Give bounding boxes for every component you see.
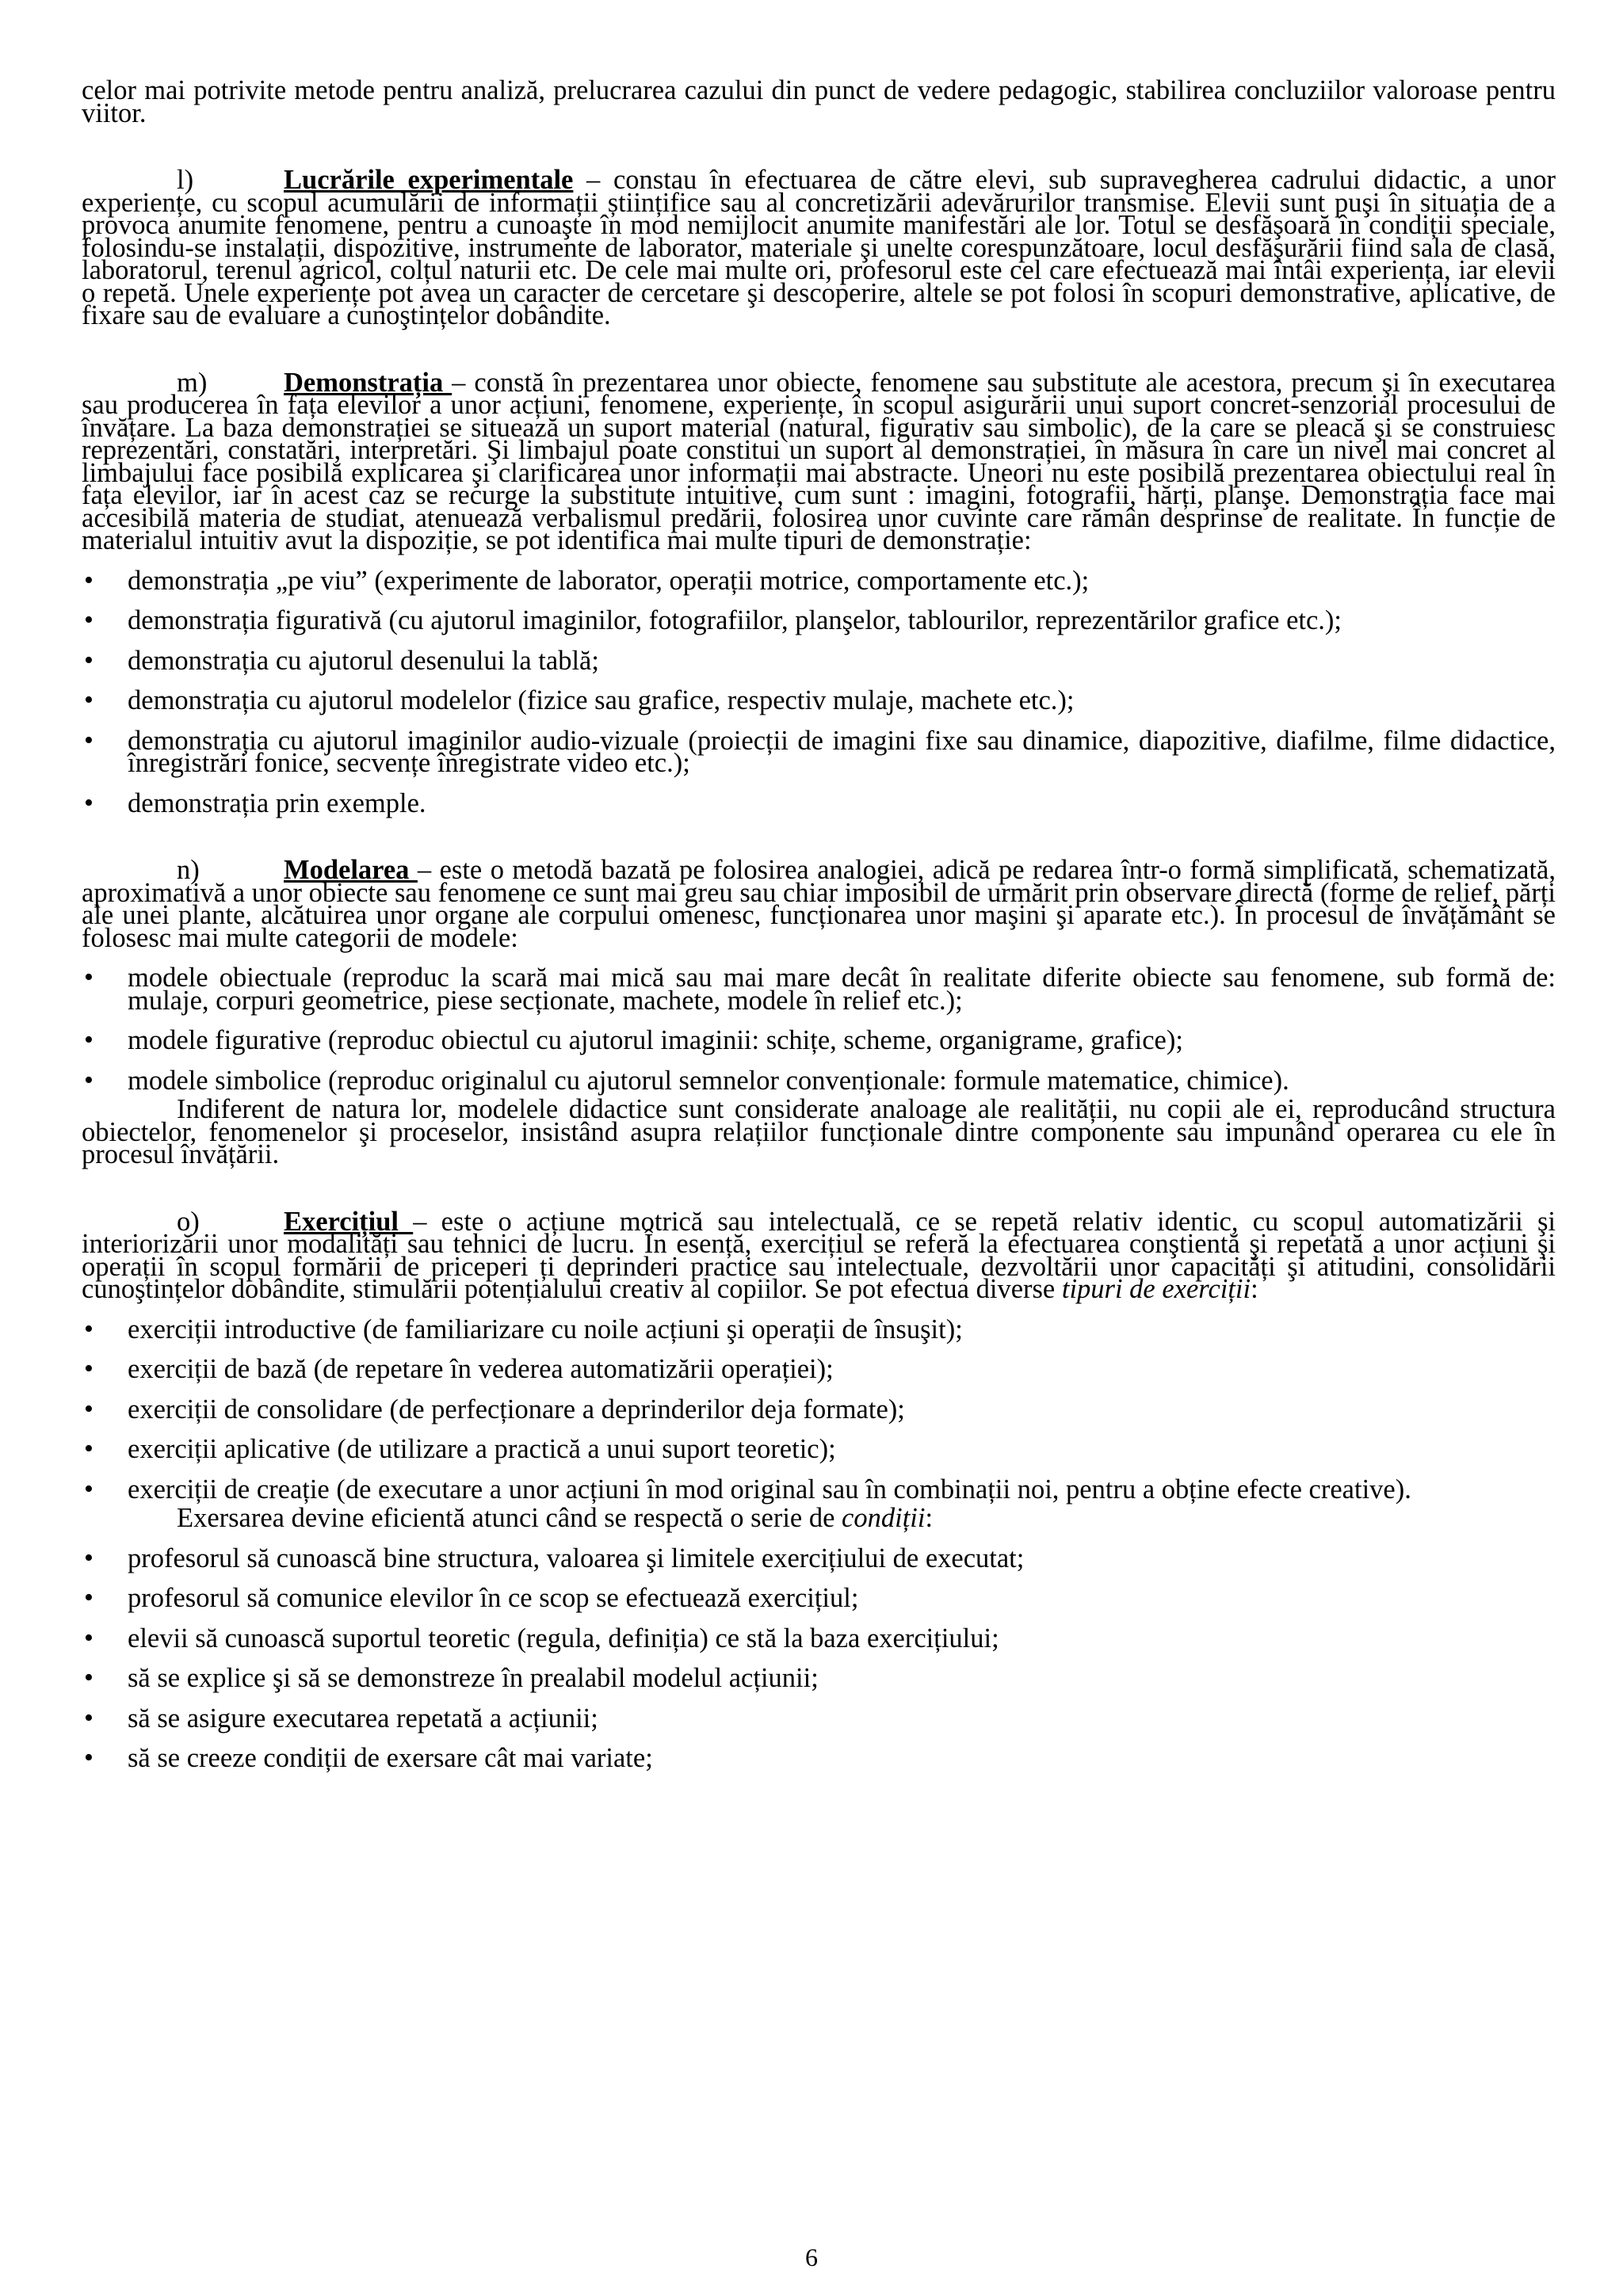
list-item: • demonstrația figurativă (cu ajutorul imaginilor, fotografiilor, planşelor, tablourilor, reprezentărilor grafice etc.); <box>82 609 1556 632</box>
section-demonstratia <box>82 367 1556 555</box>
list-item: • să se asigure executarea repetată a acțiunii; <box>82 1707 1556 1730</box>
section-text-italic: tipuri de exerciții <box>1061 1274 1251 1304</box>
exercise-conditions-list <box>82 1543 1556 1773</box>
document-page <box>82 75 1556 1773</box>
section-letter: m) <box>177 367 208 398</box>
section-modelarea <box>82 855 1556 953</box>
page-number: 6 <box>805 2243 818 2271</box>
list-item: • profesorul să cunoască bine structura, valoarea şi limitele exercițiului de executat; <box>82 1547 1556 1570</box>
list-item: • demonstrația prin exemple. <box>82 792 1556 815</box>
section-text: – constă în prezentarea unor obiecte, fenomene sau substitute ale acestora, precum şi în executarea sau producerea în fața elevilor a unor acțiuni, fenomene, experiențe, în scopul asigurării unui suport concret-senzorial procesului de învățare. La baza demonstrației se situează un suport material (natural, figurativ sau simbolic), de la care se pleacă şi se construiesc reprezentări, constatări, interpretări. Şi limbajul poate constitui un suport al demonstrației, în măsura în care un nivel mai concret al limbajului face posibilă explicarea şi clarificarea unor informații mai abstracte. Uneori nu este posibilă prezentarea obiectului real în fața elevilor, iar în acest caz se recurge la substitute intuitive, cum sunt : imagini, fotografii, hărți, planşe. Demonstrația face mai accesibilă materia de studiat, atenuează verbalismul predării, folosirea unor cuvinte care rămân desprinse de realitate. În funcție de materialul intuitiv avut la dispoziție, se pot identifica mai multe tipuri de demonstrație: <box>82 367 1556 555</box>
conditions-text: Exersarea devine eficientă atunci când se respectă o serie de <box>177 1503 842 1533</box>
section-letter: n) <box>177 855 200 885</box>
model-types-list <box>82 963 1556 1096</box>
section-letter: l) <box>177 165 194 195</box>
models-conclusion-paragraph: Indiferent de natura lor, modelele didactice sunt considerate analoage ale realității, nu copii ale ei, reproducând structura obiectelor, fenomenelor şi proceselor, insistând asupra relațiilor funcționale dintre componente sau impunând operarea cu ele în procesul învățării. <box>82 1094 1556 1169</box>
list-item: • exerciții de creație (de executare a unor acțiuni în mod original sau în combinații noi, pentru a obține efecte creative). <box>82 1478 1556 1501</box>
section-lucrari-experimentale <box>82 165 1556 330</box>
section-text: – este o metodă bazată pe folosirea analogiei, adică pe redarea într-o formă simplificată, schematizată, aproximativă a unor obiecte sau fenomene ce sunt mai greu sau chiar imposibil de urmărit prin observare directă (forme de relief, părți ale unei plante, alcătuirea unor organe ale corpului omenesc, funcționarea unor maşini şi aparate etc.). În procesul de învățământ se folosesc mai multe categorii de modele: <box>82 855 1556 953</box>
list-item: • să se explice şi să se demonstreze în prealabil modelul acțiunii; <box>82 1667 1556 1690</box>
conditions-intro-paragraph <box>82 1503 1556 1533</box>
section-exercitiul <box>82 1206 1556 1304</box>
exercise-types-list <box>82 1314 1556 1505</box>
list-item: • exerciții introductive (de familiarizare cu noile acțiuni şi operații de însuşit); <box>82 1318 1556 1341</box>
list-item: • demonstrația cu ajutorul imaginilor audio-vizuale (proiecții de imagini fixe sau dinamice, diapozitive, diafilme, filme didactice, înregistrări fonice, secvențe înregistrate video etc.); <box>82 730 1556 775</box>
list-item: • demonstrația cu ajutorul modelelor (fizice sau grafice, respectiv mulaje, machete etc.); <box>82 689 1556 712</box>
section-term: Modelarea <box>284 855 418 885</box>
section-term: Lucrările experimentale <box>284 165 574 195</box>
intro-paragraph: celor mai potrivite metode pentru analiză, prelucrarea cazului din punct de vedere pedagogic, stabilirea concluziilor valoroase pentru viitor. <box>82 75 1556 128</box>
section-text-end: : <box>1251 1274 1258 1304</box>
list-item: • să se creeze condiții de exersare cât mai variate; <box>82 1747 1556 1770</box>
list-item: • exerciții de bază (de repetare în vederea automatizării operației); <box>82 1358 1556 1381</box>
section-term: Exercițiul <box>284 1206 414 1237</box>
list-item: • elevii să cunoască suportul teoretic (regula, definiția) ce stă la baza exercițiului; <box>82 1627 1556 1650</box>
section-text: – constau în efectuarea de către elevi, sub supravegherea cadrului didactic, a unor experiențe, cu scopul acumulării de informații științifice sau al concretizării adevărurilor transmise. Elevii sunt puşi în situația de a provoca anumite fenomene, pentru a cunoaşte în mod nemijlocit anumite manifestări ale lor. Totul se desfăşoară în condiții speciale, folosindu-se instalații, dispozitive, instrumente de laborator, materiale şi unelte corespunzătoare, locul desfăşurării fiind sala de clasă, laboratorul, terenul agricol, colțul naturii etc. De cele mai multe ori, profesorul este cel care efectuează mai întâi experiența, iar elevii o repetă. Unele experiențe pot avea un caracter de cercetare şi descoperire, altele se pot folosi în scopuri demonstrative, aplicative, de fixare sau de evaluare a cunoştințelor dobândite. <box>82 165 1556 330</box>
conditions-text-end: : <box>925 1503 934 1533</box>
list-item: • exerciții de consolidare (de perfecționare a deprinderilor deja formate); <box>82 1398 1556 1421</box>
section-text: – este o acțiune motrică sau intelectuală, ce se repetă relativ identic, cu scopul automatizării şi interiorizării unor modalități sau tehnici de lucru. În esență, exercițiul se referă la efectuarea conştientă şi repetată a unor acțiuni şi operații în scopul formării de priceperi ți deprinderi practice sau intelectuale, dezvoltării unor capacități şi atitudini, consolidării cunoştințelor dobândite, stimulării potențialului creativ al copiilor. Se pot efectua diverse <box>82 1206 1556 1304</box>
list-item: • exerciții aplicative (de utilizare a practică a unui suport teoretic); <box>82 1438 1556 1461</box>
list-item: • modele figurative (reproduc obiectul cu ajutorul imaginii: schițe, scheme, organigrame, grafice); <box>82 1029 1556 1052</box>
list-item: • modele simbolice (reproduc originalul cu ajutorul semnelor convenționale: formule matematice, chimice). <box>82 1070 1556 1093</box>
conditions-italic: condiții <box>842 1503 926 1533</box>
list-item: • demonstrația cu ajutorul desenului la tablă; <box>82 650 1556 673</box>
demonstration-types-list <box>82 565 1556 818</box>
section-term: Demonstrația <box>284 367 453 398</box>
list-item: • modele obiectuale (reproduc la scară mai mică sau mai mare decât în realitate diferite obiecte sau fenomene, sub formă de: mulaje, corpuri geometrice, piese secționate, machete, modele în relief etc.); <box>82 967 1556 1012</box>
list-item: • demonstrația „pe viu” (experimente de laborator, operații motrice, comportamente etc.); <box>82 570 1556 593</box>
list-item: • profesorul să comunice elevilor în ce scop se efectuează exercițiul; <box>82 1587 1556 1610</box>
section-letter: o) <box>177 1206 200 1237</box>
